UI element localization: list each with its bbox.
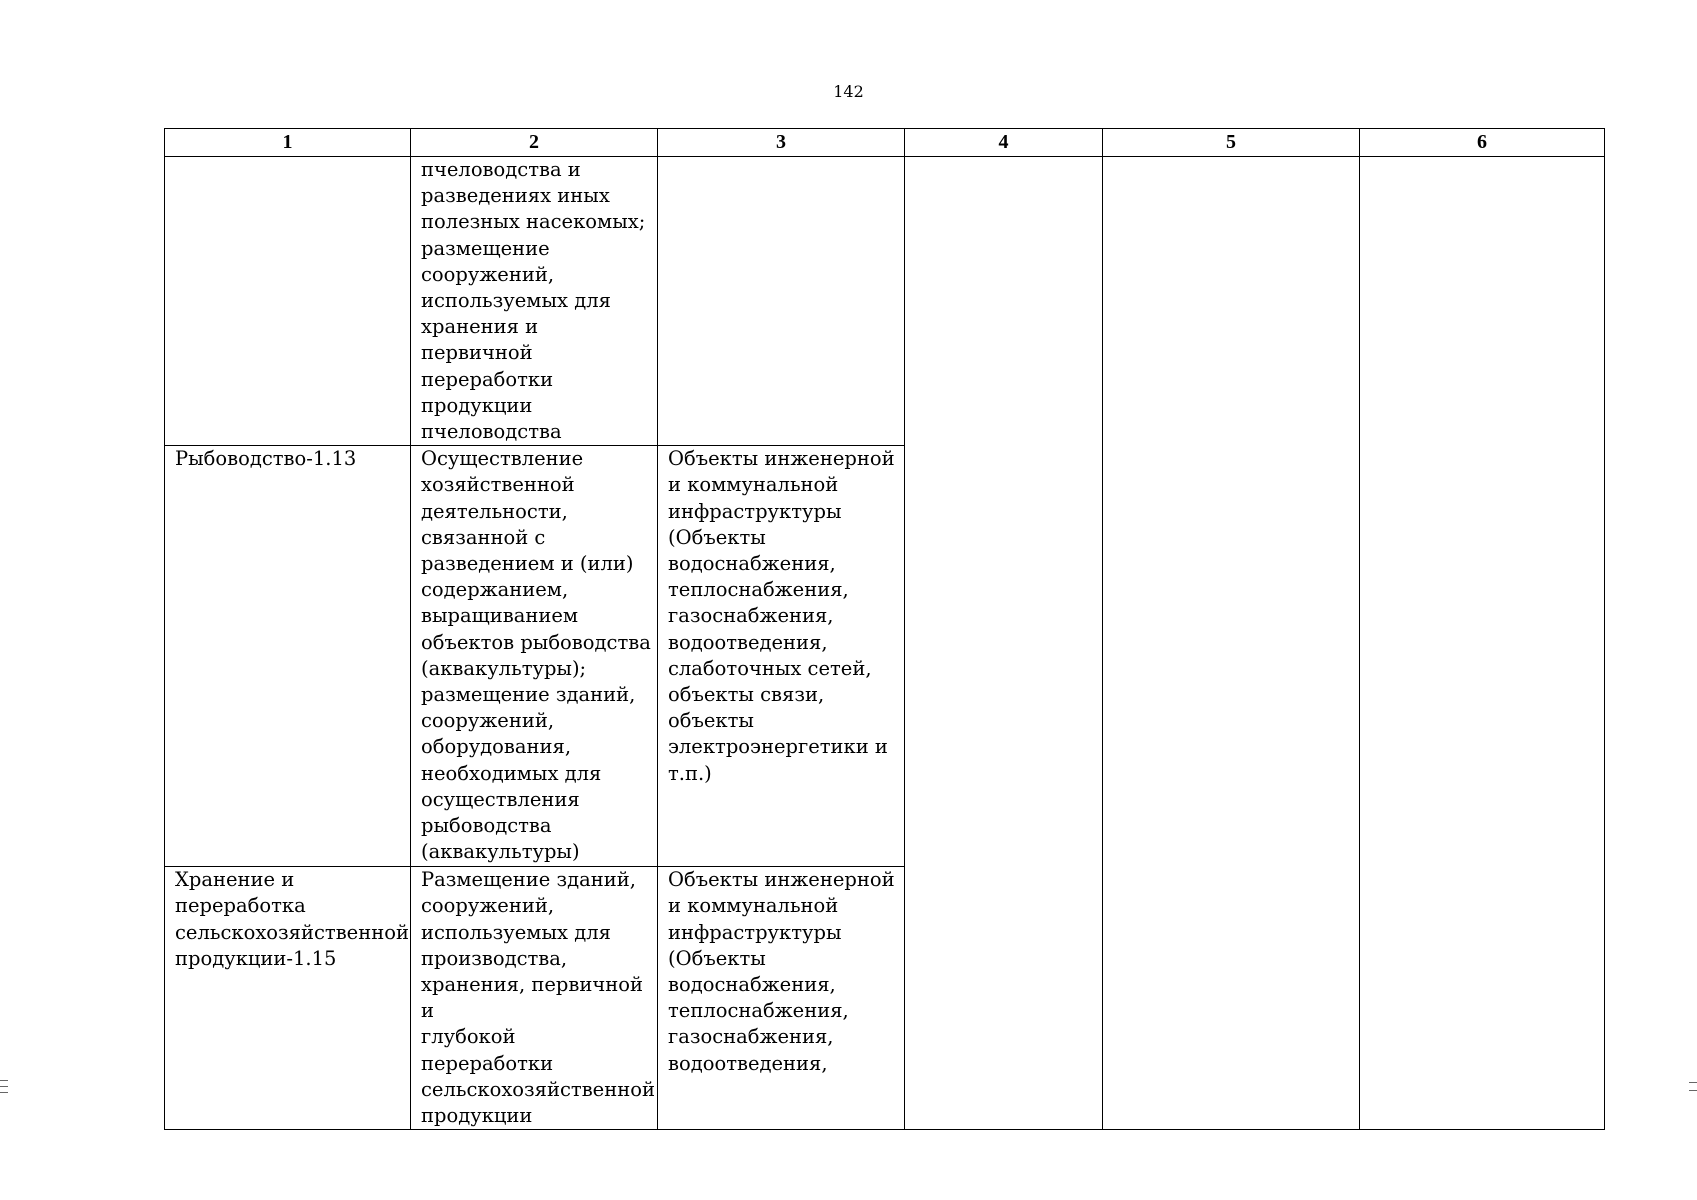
column-header-2: 2 [411, 129, 658, 157]
scan-mark-left [0, 1092, 8, 1093]
column-header-5: 5 [1103, 129, 1360, 157]
page-number: 142 [833, 82, 864, 101]
table-row [165, 157, 1605, 446]
table-cell-name [165, 157, 411, 446]
table-cell-col6 [1360, 157, 1605, 1130]
table-cell-objects: Объекты инженерной и коммунальной инфраструктуры (Объекты водоснабжения, теплоснабжения, газоснабжения, водоотведения, [658, 867, 905, 1130]
table-cell-col5 [1103, 157, 1360, 1130]
column-header-3: 3 [658, 129, 905, 157]
column-header-4: 4 [905, 129, 1103, 157]
scan-mark-left [0, 1080, 8, 1081]
table-header-row [165, 129, 1605, 157]
land-use-table [164, 128, 1605, 1130]
table-cell-name: Хранение и переработка сельскохозяйственной продукции-1.15 [165, 867, 411, 1130]
table-cell-description: пчеловодства и разведениях иных полезных насекомых; размещение сооружений, используемых для хранения и первичной переработки продукции пчеловодства [411, 157, 658, 446]
table-cell-objects [658, 157, 905, 446]
scan-mark-left [0, 1086, 8, 1087]
scan-mark-right [1689, 1082, 1697, 1083]
table-cell-description: Осуществление хозяйственной деятельности, связанной с разведением и (или) содержанием, выращиванием объектов рыбоводства (аквакультуры); размещение зданий, сооружений, оборудования, необходимых для осуществления рыбоводства (аквакультуры) [411, 446, 658, 867]
table-cell-name: Рыбоводство-1.13 [165, 446, 411, 867]
table-cell-objects: Объекты инженерной и коммунальной инфраструктуры (Объекты водоснабжения, теплоснабжения, газоснабжения, водоотведения, слаботочных сетей, объекты связи, объекты электроэнергетики и т.п.) [658, 446, 905, 867]
scan-mark-right [1689, 1090, 1697, 1091]
table-cell-col4 [905, 157, 1103, 1130]
column-header-6: 6 [1360, 129, 1605, 157]
table-cell-description: Размещение зданий, сооружений, используемых для производства, хранения, первичной и глубокой переработки сельскохозяйственной продукции [411, 867, 658, 1130]
column-header-1: 1 [165, 129, 411, 157]
